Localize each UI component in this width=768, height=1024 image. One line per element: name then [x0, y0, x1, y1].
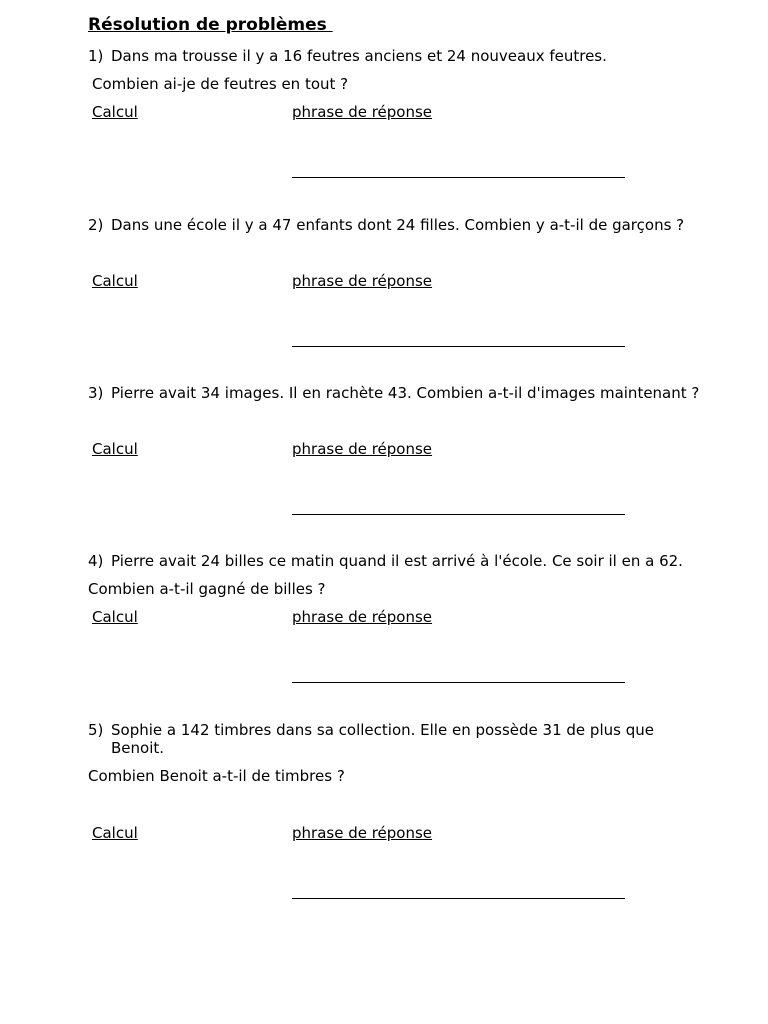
- answer-sentence-label: phrase de réponse: [292, 103, 433, 121]
- calcul-label: Calcul: [92, 103, 138, 121]
- answer-line[interactable]: [292, 514, 625, 515]
- calcul-label: Calcul: [92, 824, 138, 842]
- problem-text: Dans ma trousse il y a 16 feutres anciens et 24 nouveaux feutres.: [111, 47, 607, 65]
- problem-text: Sophie a 142 timbres dans sa collection. Elle en possède 31 de plus que: [111, 721, 654, 739]
- problem-number: 4): [88, 552, 104, 570]
- problem-text: Dans une école il y a 47 enfants dont 24 filles. Combien y a-t-il de garçons ?: [111, 216, 685, 234]
- problem-text: Pierre avait 34 images. Il en rachète 43. Combien a-t-il d'images maintenant ?: [111, 384, 700, 402]
- answer-sentence-label: phrase de réponse: [292, 272, 433, 290]
- answer-line[interactable]: [292, 898, 625, 899]
- page-title: Résolution de problèmes: [88, 15, 333, 35]
- problem-question: Combien ai-je de feutres en tout ?: [92, 75, 349, 93]
- answer-line[interactable]: [292, 682, 625, 683]
- answer-sentence-label: phrase de réponse: [292, 608, 433, 626]
- problem-text-continued: Benoit.: [111, 739, 165, 757]
- problem-number: 3): [88, 384, 104, 402]
- answer-sentence-label: phrase de réponse: [292, 440, 433, 458]
- problem-number: 1): [88, 47, 104, 65]
- problem-number: 5): [88, 721, 104, 739]
- problem-text: Pierre avait 24 billes ce matin quand il est arrivé à l'école. Ce soir il en a 62.: [111, 552, 683, 570]
- calcul-label: Calcul: [92, 608, 138, 626]
- problem-question: Combien Benoit a-t-il de timbres ?: [88, 767, 345, 785]
- problem-question: Combien a-t-il gagné de billes ?: [88, 580, 326, 598]
- problem-number: 2): [88, 216, 104, 234]
- calcul-label: Calcul: [92, 272, 138, 290]
- calcul-label: Calcul: [92, 440, 138, 458]
- answer-sentence-label: phrase de réponse: [292, 824, 433, 842]
- answer-line[interactable]: [292, 177, 625, 178]
- answer-line[interactable]: [292, 346, 625, 347]
